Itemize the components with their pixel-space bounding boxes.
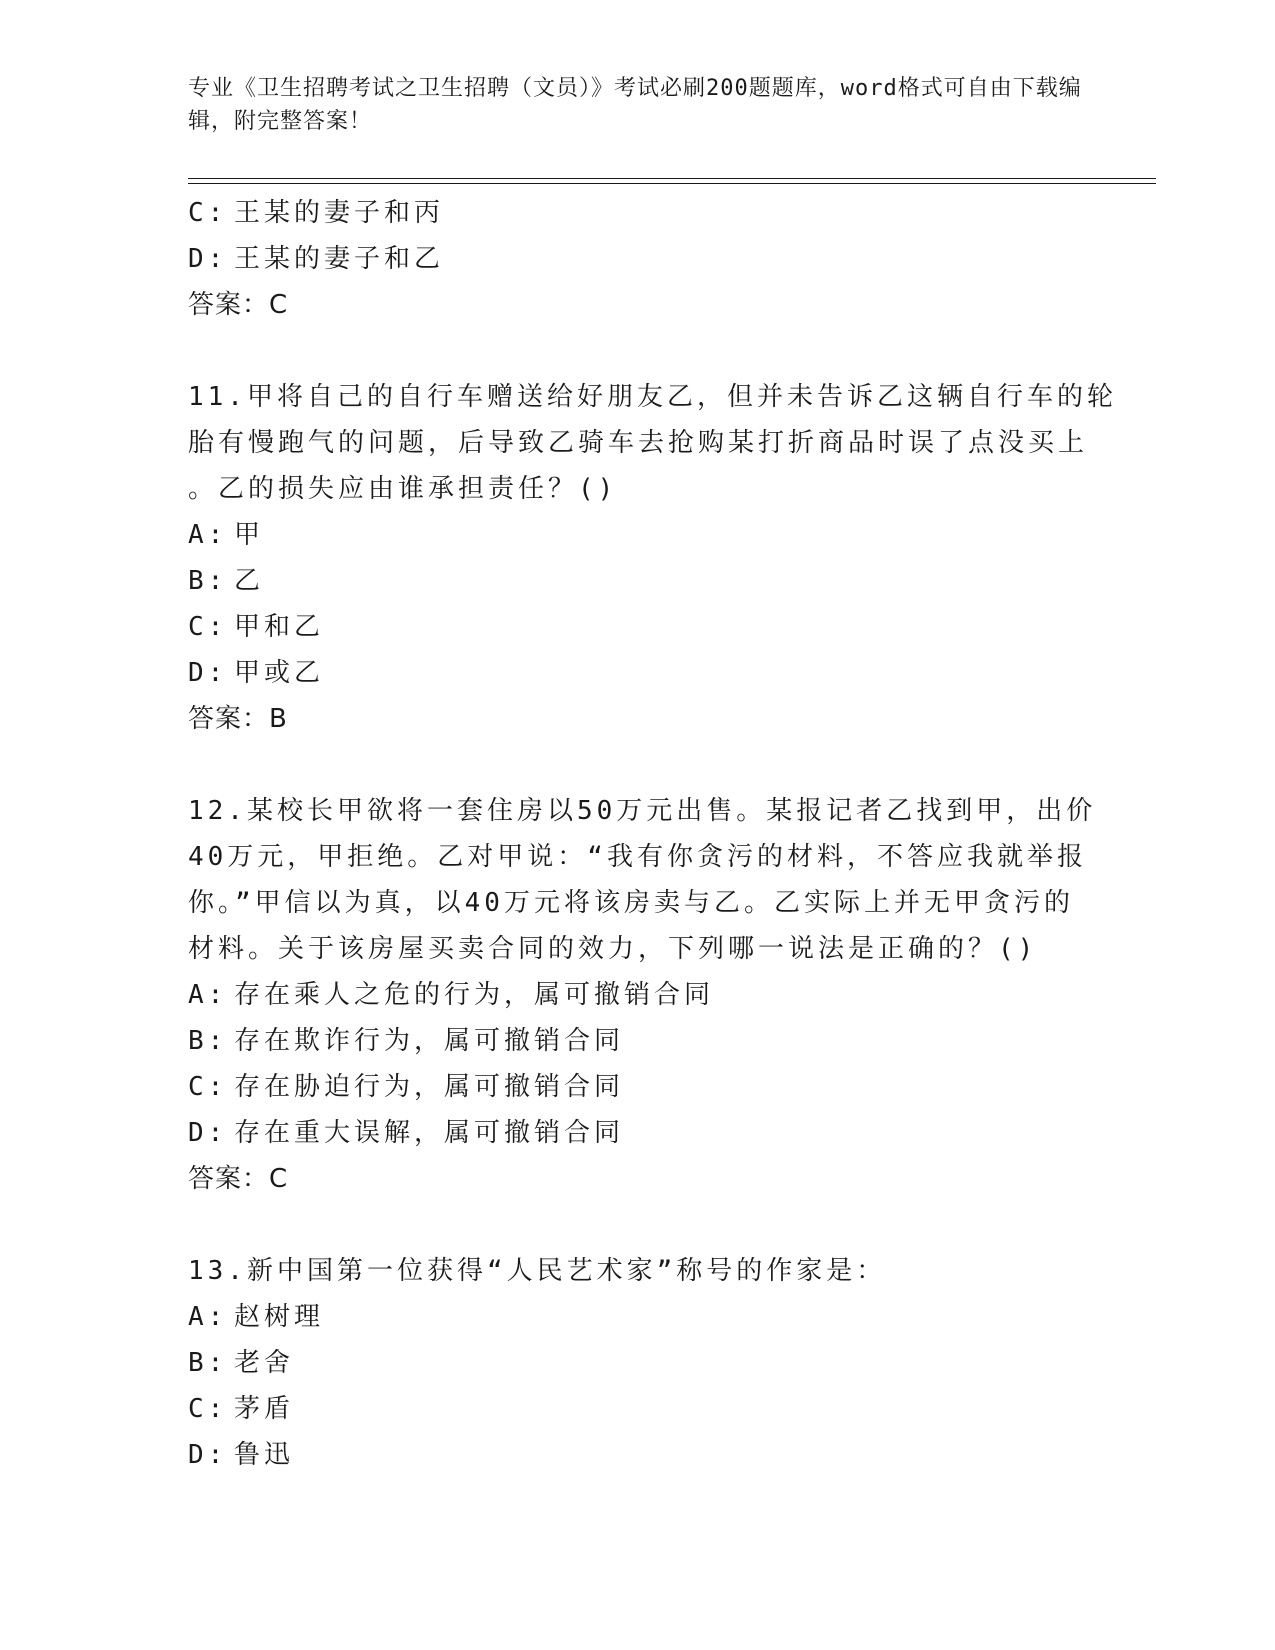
option-a [188,1294,1088,1340]
option-text: 甲和乙 [234,612,325,642]
option-c [188,1064,1088,1110]
option-text: 存在乘人之危的行为，属可撤销合同 [234,980,715,1010]
option-text: 存在胁迫行为，属可撤销合同 [234,1072,625,1102]
header-rule-top [188,178,1156,179]
option-text: 王某的妻子和丙 [234,198,445,228]
question-content [188,190,1117,1478]
question-text-line: 你。”甲信以为真，以40万元将该房卖与乙。乙实际上并无甲贪污的 [188,888,1074,918]
header-rule-bottom [188,183,1156,184]
question-text-line: 13.新中国第一位获得“人民艺术家”称号的作家是： [188,1256,887,1286]
option-text: 赵树理 [234,1302,325,1332]
question-11 [188,374,1117,742]
option-text: 存在欺诈行为，属可撤销合同 [234,1026,625,1056]
option-label: C: [188,1072,228,1102]
option-text: 甲或乙 [234,658,325,688]
option-label: A: [188,980,228,1010]
option-b [188,1018,1088,1064]
option-label: D: [188,658,228,688]
option-text: 茅盾 [234,1394,295,1424]
option-label: B: [188,566,228,596]
document-header: 专业《卫生招聘考试之卫生招聘（文员）》考试必刷200题题库，word格式可自由下载编辑，附完整答案！ [188,76,1082,134]
spacer [188,742,1088,788]
question-text-line: 11.甲将自己的自行车赠送给好朋友乙，但并未告诉乙这辆自行车的轮 [188,382,1117,412]
option-label: C: [188,1394,228,1424]
question-13 [188,1248,1088,1478]
option-b [188,1340,1088,1386]
option-label: C: [188,198,228,228]
option-label: B: [188,1348,228,1378]
option-label: D: [188,244,228,274]
option-text: 甲 [234,520,265,550]
answer-line: 答案：B [188,704,288,734]
option-c [188,190,1088,236]
option-d [188,650,1088,696]
option-label: D: [188,1118,228,1148]
option-c [188,1386,1088,1432]
question-text-line: 材料。关于该房屋买卖合同的效力，下列哪一说法是正确的？() [188,934,1038,964]
option-text: 王某的妻子和乙 [234,244,445,274]
option-c [188,604,1088,650]
option-a [188,972,1088,1018]
option-text: 乙 [234,566,265,596]
option-d [188,236,1088,282]
option-text: 鲁迅 [234,1440,295,1470]
option-label: B: [188,1026,228,1056]
question-10-tail [188,190,1088,328]
option-a [188,512,1088,558]
question-12 [188,788,1097,1202]
option-d [188,1432,1088,1478]
question-text-line: 12.某校长甲欲将一套住房以50万元出售。某报记者乙找到甲，出价 [188,796,1097,826]
option-label: A: [188,1302,228,1332]
question-text-line: 40万元，甲拒绝。乙对甲说：“我有你贪污的材料，不答应我就举报 [188,842,1087,872]
option-text: 存在重大误解，属可撤销合同 [234,1118,625,1148]
spacer [188,328,1088,374]
option-b [188,558,1088,604]
option-label: A: [188,520,228,550]
option-text: 老舍 [234,1348,295,1378]
question-text-line: 。乙的损失应由谁承担责任？() [188,474,618,504]
answer-line: 答案：C [188,1164,289,1194]
answer-line: 答案：C [188,290,289,320]
spacer [188,1202,1088,1248]
option-label: D: [188,1440,228,1470]
option-d [188,1110,1088,1156]
question-text-line: 胎有慢跑气的问题，后导致乙骑车去抢购某打折商品时误了点没买上 [188,428,1089,458]
option-label: C: [188,612,228,642]
